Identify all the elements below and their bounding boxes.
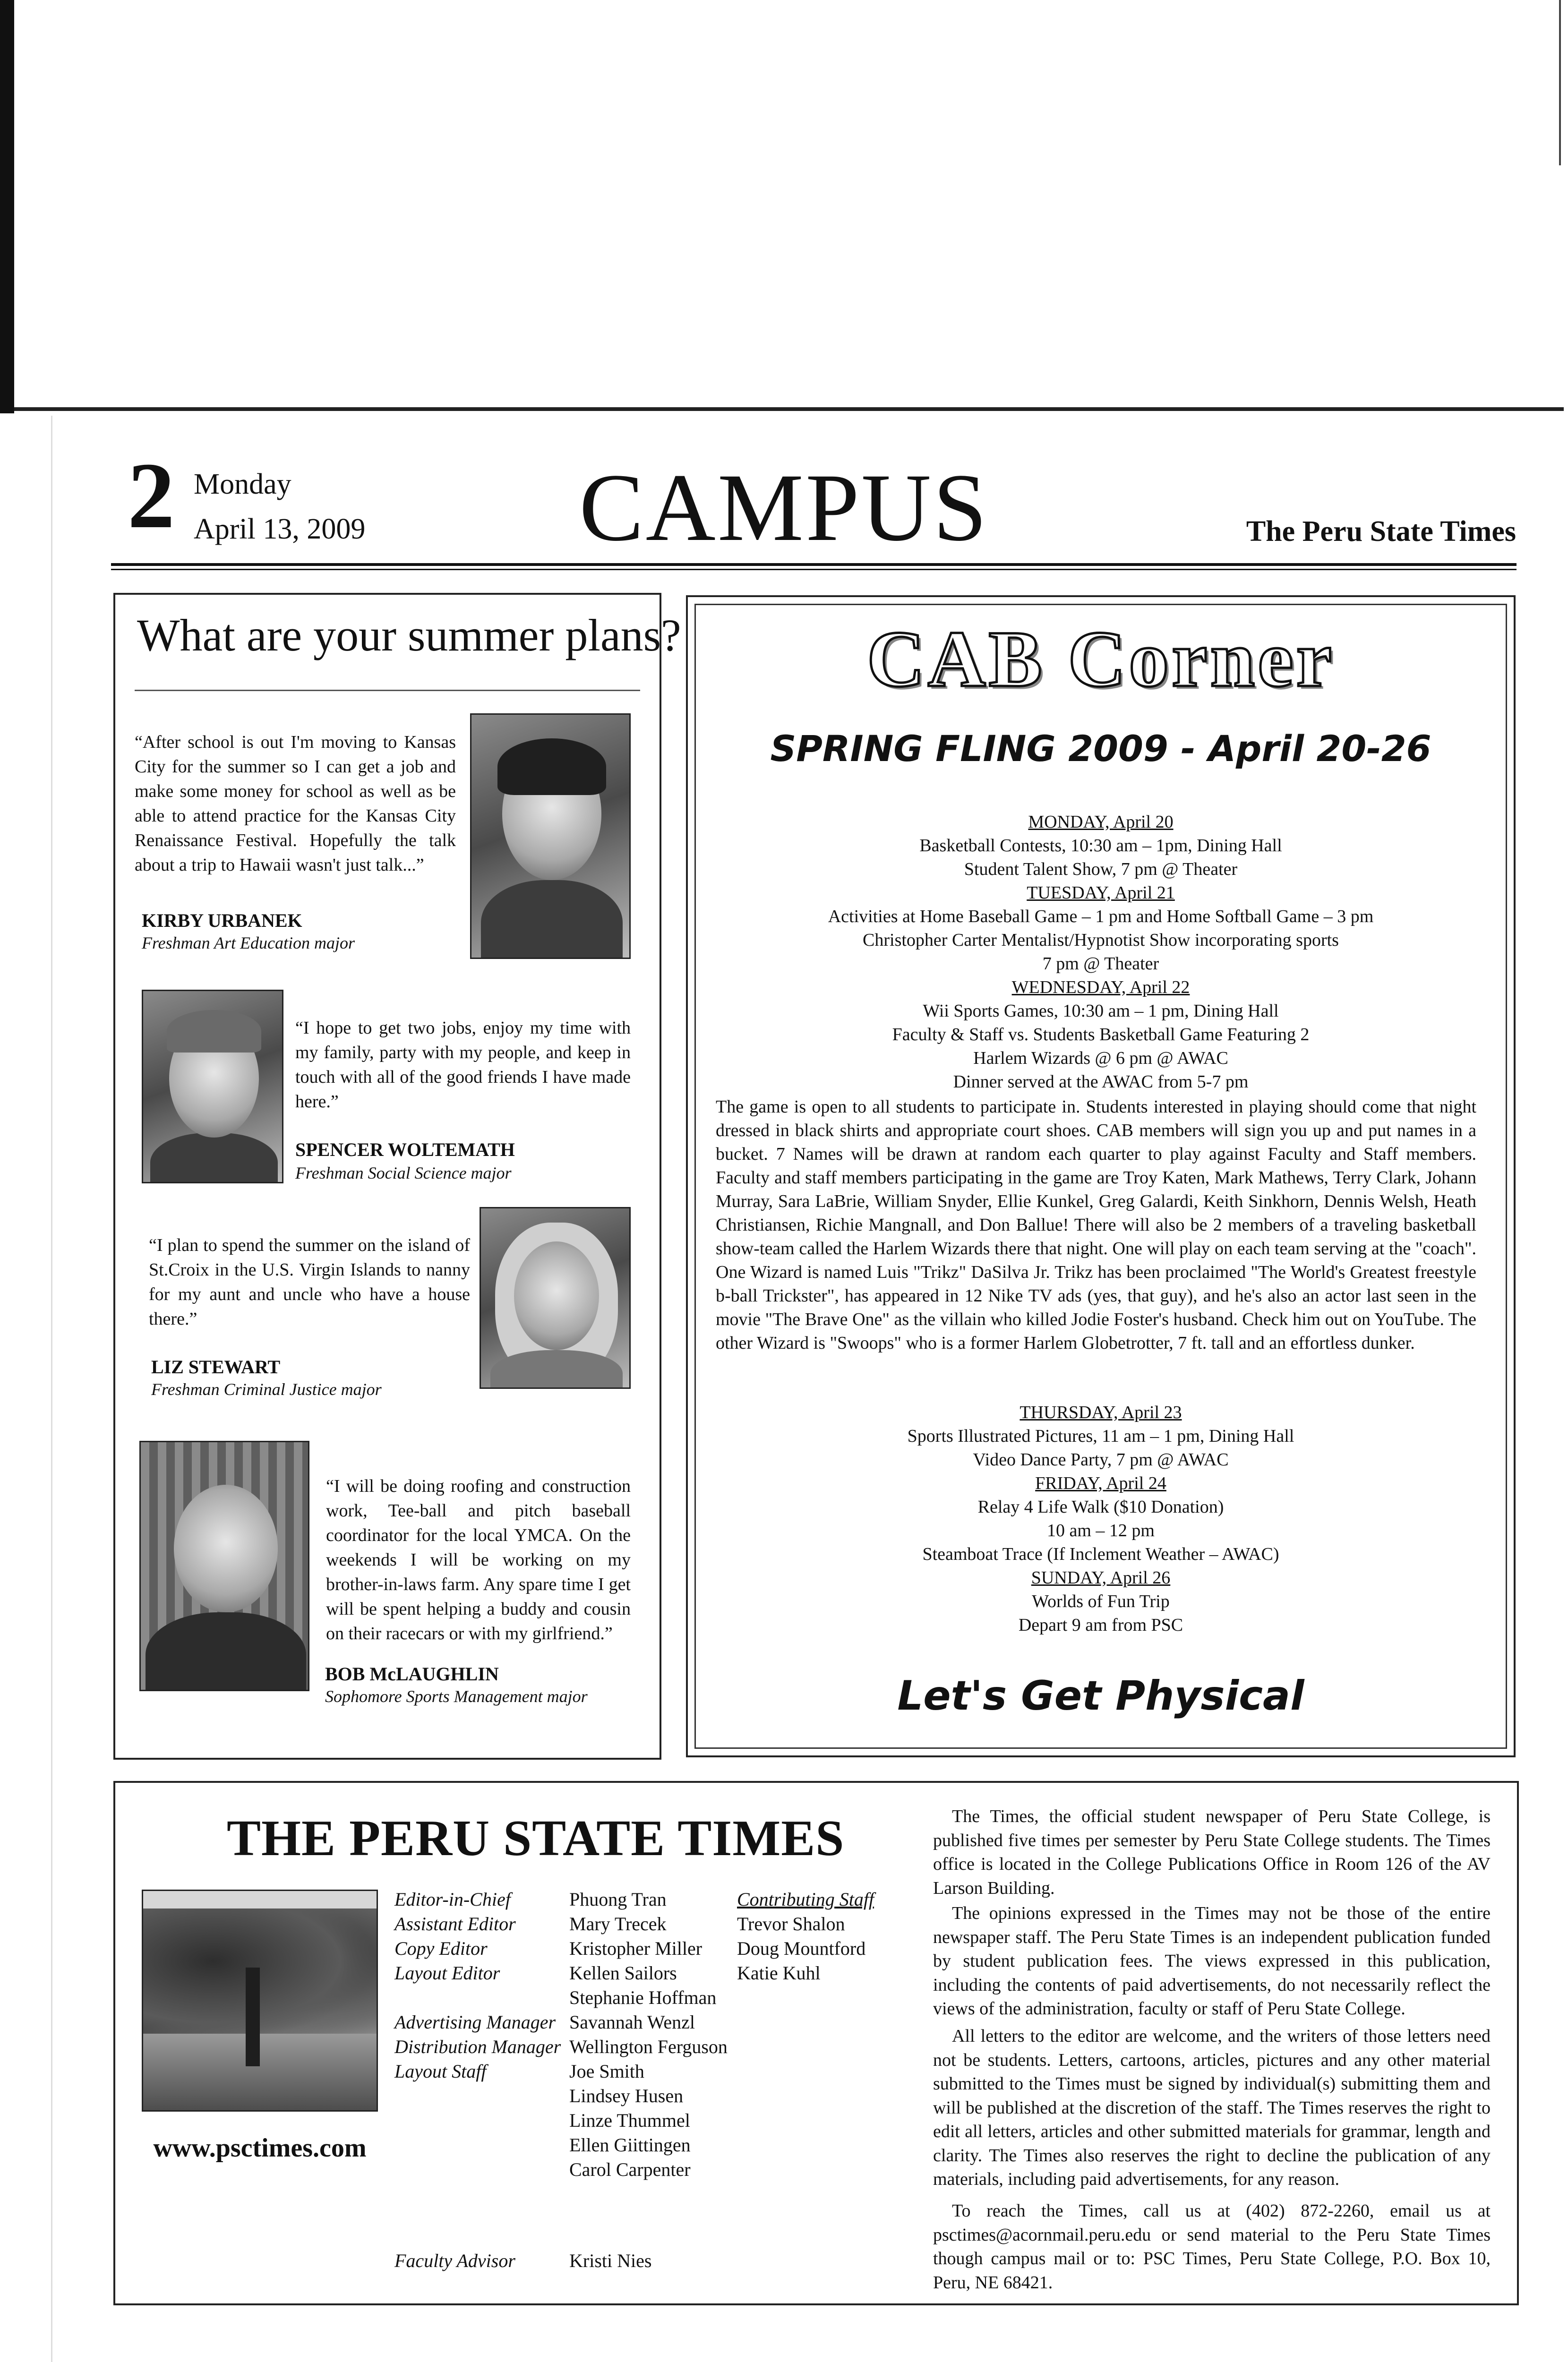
staff-role: Assistant Editor <box>394 1913 516 1934</box>
schedule-day-wednesday: WEDNESDAY, April 22 <box>1011 977 1190 997</box>
staff-person: Joe Smith <box>569 2061 644 2082</box>
masthead-rule <box>111 563 1517 566</box>
name-kirby: KIRBY URBANEK <box>142 910 302 931</box>
schedule-line: Activities at Home Baseball Game – 1 pm and Home Softball Game – 3 pm <box>828 907 1374 926</box>
staff-person: Mary Trecek <box>569 1913 667 1934</box>
staff-person: Kristi Nies <box>569 2250 652 2271</box>
staff-person: Phuong Tran <box>569 1889 667 1910</box>
staff-role: Layout Staff <box>394 2061 487 2082</box>
staff-person: Wellington Ferguson <box>569 2036 728 2057</box>
staff-role: Editor-in-Chief <box>394 1889 511 1910</box>
schedule-line: Wii Sports Games, 10:30 am – 1 pm, Dining Hall <box>923 1001 1279 1021</box>
staff-person: Carol Carpenter <box>569 2159 691 2180</box>
staff-person: Kellen Sailors <box>569 1962 677 1984</box>
campus-tree-photo <box>142 1890 378 2112</box>
schedule-line: Christopher Carter Mentalist/Hypnotist Show incorporating sports <box>863 930 1339 950</box>
schedule-line: Depart 9 am from PSC <box>1018 1615 1183 1635</box>
cab-corner-title: CAB Corner <box>866 615 1335 703</box>
photo-kirby-urbanek <box>470 713 631 959</box>
staff-person: Lindsey Husen <box>569 2085 684 2106</box>
photo-bob-mclaughlin <box>139 1441 309 1691</box>
harlem-wizards-paragraph: The game is open to all students to participate in. Students interested in playing should come that night dressed in black shirts and appropriate court shoes. CAB members will sign you up and put names in a bucket. 7 Names will be drawn at random each quarter to play against Faculty and Staff members. Faculty and staff members participating in the game are Troy Katen, Mark Mathews, Terry Clark, Johann Murray, Sara LaBrie, William Snyder, Ellie Kunkel, Greg Galardi, Keith Sinkhorn, Dennis Welsh, Heath Christiansen, Richie Mangnall, and Don Ballue! There will also be 2 members of a traveling basketball show-team called the Harlem Wizards there that night. One will play on each team serving at the "coach". One Wizard is named Luis "Trikz" DaSilva Jr. Trikz has been proclaimed "The World's Greatest freestyle b-ball Trickster", has appeared in 12 Nike TV ads (yes, that guy), and he's also an actor last seen in the movie "The Brave One" as the villain who killed Jodie Foster's husband. Check him out on YouTube. The other Wizard is "Swoops" who is a former Harlem Globetrotter, 7 ft. tall and an effortless dunker. <box>716 1097 1476 1353</box>
schedule-day-thursday: THURSDAY, April 23 <box>1020 1403 1182 1422</box>
schedule-line: Harlem Wizards @ 6 pm @ AWAC <box>973 1048 1228 1068</box>
spring-fling-subtitle: SPRING FLING 2009 - April 20-26 <box>770 727 1431 770</box>
contact-times-paragraph: To reach the Times, call us at (402) 872-2260, email us at psctimes@acornmail.peru.edu or send material to the Peru State Times though campus mail or to: PSC Times, Peru State College, P.O. Box 10, Peru, NE 68421. <box>933 2201 1491 2293</box>
photo-spencer-woltemath <box>142 990 283 1183</box>
contributing-staff-member: Doug Mountford <box>737 1938 866 1959</box>
role-spencer: Freshman Social Science major <box>295 1164 512 1182</box>
staff-role: Layout Editor <box>394 1962 500 1984</box>
issue-day: Monday <box>194 468 291 500</box>
quote-bob: “I will be doing roofing and construction work, Tee-ball and pitch baseball coordinator for the local YMCA. On the weekends I will be working on my brother-in-laws farm. Any spare time I get will be spent helping a buddy and cousin on their racecars or with my girlfriend.” <box>326 1476 631 1643</box>
scan-fold-line <box>14 407 1564 411</box>
staff-role: Advertising Manager <box>394 2011 556 2033</box>
section-title: CAMPUS <box>579 454 989 561</box>
schedule-line: Steamboat Trace (If Inclement Weather – AWAC) <box>922 1544 1279 1564</box>
contributing-staff-heading: Contributing Staff <box>737 1889 874 1910</box>
page-number: 2 <box>128 444 175 548</box>
schedule-line: Faculty & Staff vs. Students Basketball Game Featuring 2 <box>892 1025 1310 1044</box>
schedule-line: Worlds of Fun Trip <box>1032 1592 1170 1611</box>
scan-top-margin <box>0 0 1568 416</box>
role-bob: Sophomore Sports Management major <box>325 1687 588 1706</box>
name-spencer: SPENCER WOLTEMATH <box>295 1139 515 1160</box>
schedule-day-monday: MONDAY, April 20 <box>1028 812 1174 832</box>
name-liz: LIZ STEWART <box>151 1356 281 1378</box>
staff-role: Faculty Advisor <box>394 2250 515 2271</box>
staff-role: Distribution Manager <box>394 2036 561 2057</box>
staff-role: Copy Editor <box>394 1938 488 1959</box>
issue-date: April 13, 2009 <box>194 513 366 545</box>
schedule-line: Relay 4 Life Walk ($10 Donation) <box>977 1497 1224 1517</box>
schedule-line: Sports Illustrated Pictures, 11 am – 1 pm, Dining Hall <box>907 1426 1294 1446</box>
scan-left-shadow <box>51 416 52 2362</box>
name-bob: BOB McLAUGHLIN <box>325 1663 499 1685</box>
paper-name: The Peru State Times <box>1246 515 1516 548</box>
schedule-line: Video Dance Party, 7 pm @ AWAC <box>973 1450 1229 1470</box>
masthead-rule-thin <box>111 569 1517 570</box>
contributing-staff-member: Katie Kuhl <box>737 1962 821 1984</box>
quote-liz: “I plan to spend the summer on the island of St.Croix in the U.S. Virgin Islands to nanny for my aunt and uncle who have a house there.” <box>149 1235 470 1329</box>
website-link[interactable]: www.psctimes.com <box>153 2133 367 2163</box>
schedule-line: 10 am – 12 pm <box>1047 1521 1155 1540</box>
quote-kirby: “After school is out I'm moving to Kansas City for the summer so I can get a job and make some money for school as well as be able to attend practice for the Kansas City Renaissance Festival. Hopefully the talk about a trip to Hawaii wasn't just talk...” <box>135 732 456 875</box>
about-times-paragraph: The opinions expressed in the Times may not be those of the entire newspaper staff. The Peru State Times is an independent publication funded by student publication fees. The views expressed in this publication, including the contents of paid advertisements, do not necessarily reflect the views of the administration, faculty or staff of Peru State College. <box>933 1903 1491 2019</box>
summer-plans-title: What are your summer plans? <box>137 610 681 660</box>
contributing-staff-member: Trevor Shalon <box>737 1913 845 1934</box>
schedule-line: Basketball Contests, 10:30 am – 1pm, Dining Hall <box>919 836 1282 856</box>
role-kirby: Freshman Art Education major <box>142 933 355 952</box>
role-liz: Freshman Criminal Justice major <box>151 1380 382 1399</box>
schedule-line: 7 pm @ Theater <box>1042 954 1159 974</box>
schedule-day-sunday: SUNDAY, April 26 <box>1031 1568 1171 1588</box>
scan-right-edge <box>1559 0 1561 165</box>
cab-tagline: Let's Get Physical <box>897 1672 1304 1720</box>
schedule-line: Student Talent Show, 7 pm @ Theater <box>964 859 1238 879</box>
staff-person: Stephanie Hoffman <box>569 1987 717 2008</box>
summer-title-rule <box>135 690 640 691</box>
about-times-paragraph: The Times, the official student newspaper of Peru State College, is published five times per semester by Peru State College students. The Times office is located in the College Publications Office in Room 126 of the AV Larson Building. <box>933 1806 1491 1898</box>
staff-box-title: THE PERU STATE TIMES <box>227 1810 845 1866</box>
schedule-day-tuesday: TUESDAY, April 21 <box>1027 883 1175 903</box>
photo-liz-stewart <box>480 1207 631 1389</box>
staff-person: Ellen Giittingen <box>569 2134 691 2156</box>
schedule-day-friday: FRIDAY, April 24 <box>1035 1473 1166 1493</box>
staff-person: Savannah Wenzl <box>569 2011 695 2033</box>
schedule-line: Dinner served at the AWAC from 5-7 pm <box>953 1072 1249 1092</box>
about-times-paragraph: All letters to the editor are welcome, and the writers of those letters need not be students. Letters, cartoons, articles, pictures and any other material submitted to the Times must be signed by individual(s) submitting them and will be published at the discretion of the staff. The Times reserves the right to edit all letters, articles and other submitted materials for grammar, length and clarity. The Times also reserves the right to decline the publication of any materials, including paid advertisements, for any reason. <box>933 2026 1491 2189</box>
staff-person: Kristopher Miller <box>569 1938 703 1959</box>
staff-person: Linze Thummel <box>569 2110 690 2131</box>
quote-spencer: “I hope to get two jobs, enjoy my time with my family, party with my people, and keep in touch with all of the good friends I have made here.” <box>295 1018 631 1112</box>
scan-left-binding-edge <box>0 0 14 413</box>
